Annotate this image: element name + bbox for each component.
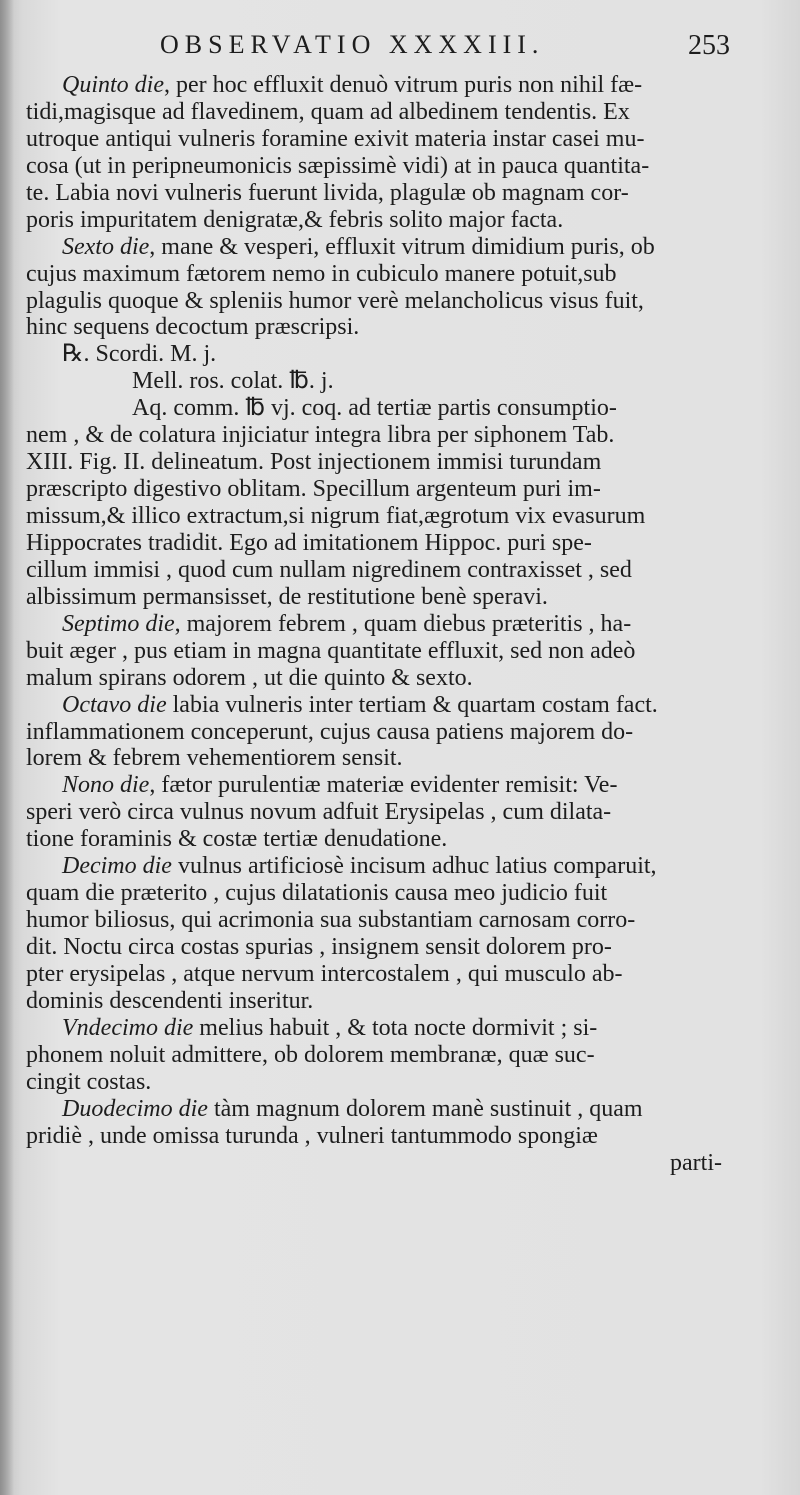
text-line: lorem & febrem vehementiorem sensit. — [26, 745, 403, 772]
day-heading: Vndecimo die — [62, 1014, 194, 1041]
text-line: malum spirans odorem , ut die quinto & sexto. — [26, 664, 473, 691]
text-line: albissimum permansisset, de restitutione benè speravi. — [26, 583, 548, 610]
text-line: præscripto digestivo oblitam. Specillum argenteum puri im- — [26, 476, 601, 503]
catchword: parti- — [670, 1149, 722, 1176]
text-line: plagulis quoque & spleniis humor verè melancholicus visus fuit, — [26, 287, 644, 314]
text-line: inflammationem conceperunt, cujus causa patiens majorem do- — [26, 718, 634, 745]
text-line: pridiè , unde omissa turunda , vulneri tantummodo spongiæ — [26, 1122, 598, 1149]
recipe-line: Mell. ros. colat. ℔. j. — [132, 368, 334, 395]
text-line: hinc sequens decoctum præscripsi. — [26, 314, 360, 341]
text-line: Duodecimo die tàm magnum dolorem manè sustinuit , quam — [62, 1095, 643, 1122]
running-head: OBSERVATIO XXXXIII. — [160, 30, 545, 59]
day-heading: Octavo die — [62, 691, 167, 718]
text-line: te. Labia novi vulneris fuerunt livida, plagulæ ob magnam cor- — [26, 179, 629, 206]
day-heading: Sexto die — [62, 233, 150, 260]
text-line: nem , & de colatura injiciatur integra libra per siphonem Tab. — [26, 422, 615, 449]
text-line: speri verò circa vulnus novum adfuit Erysipelas , cum dilata- — [26, 799, 612, 826]
text-line: XIII. Fig. II. delineatum. Post injectionem immisi turundam — [26, 449, 602, 476]
binding-shadow — [0, 0, 14, 1495]
text-line: cillum immisi , quod cum nullam nigredinem contraxisset , sed — [26, 556, 632, 583]
page-number: 253 — [688, 30, 730, 61]
recipe-line: Aq. comm. ℔ vj. coq. ad tertiæ partis consumptio- — [132, 395, 617, 422]
text-line: tidi,magisque ad flavedinem, quam ad albedinem tendentis. Ex — [26, 98, 630, 125]
text-line: pter erysipelas , atque nervum intercostalem , qui musculo ab- — [26, 960, 623, 987]
text-line: buit æger , pus etiam in magna quantitate effluxit, sed non adeò — [26, 637, 636, 664]
text-line: Vndecimo die melius habuit , & tota nocte dormivit ; si- — [62, 1014, 598, 1041]
text-line: dit. Noctu circa costas spurias , insignem sensit dolorem pro- — [26, 934, 612, 960]
text-line: Septimo die, majorem febrem , quam diebus præteritis , ha- — [62, 610, 632, 637]
text-line: cosa (ut in peripneumonicis sæpissimè vidi) at in pauca quantita- — [26, 152, 650, 179]
day-heading: Decimo die — [62, 853, 172, 880]
page-header — [160, 30, 730, 70]
body-text — [26, 72, 726, 1176]
text-line: cingit costas. — [26, 1068, 152, 1095]
text-line: humor biliosus, qui acrimonia sua substantiam carnosam corro- — [26, 907, 636, 934]
text-line: Octavo die labia vulneris inter tertiam & quartam costam fact. — [62, 691, 658, 718]
text-line: dominis descendenti inseritur. — [26, 987, 314, 1014]
recipe-line: ℞. Scordi. M. j. — [62, 341, 217, 368]
text-line: Decimo die vulnus artificiosè incisum adhuc latius comparuit, — [62, 853, 657, 880]
text-line: Nono die, fætor purulentiæ materiæ evidenter remisit: Ve- — [62, 772, 618, 799]
text-line: Sexto die, mane & vesperi, effluxit vitrum dimidium puris, ob — [62, 233, 655, 260]
text-line: missum,& illico extractum,si nigrum fiat,ægrotum vix evasurum — [26, 503, 646, 529]
day-heading: Quinto die — [62, 72, 164, 98]
text-line: Quinto die, per hoc effluxit denuò vitrum puris non nihil fæ- — [62, 72, 643, 98]
day-heading: Nono die — [62, 772, 150, 799]
text-line: Hippocrates tradidit. Ego ad imitationem Hippoc. puri spe- — [26, 529, 592, 556]
text-line: utroque antiqui vulneris foramine exivit materia instar casei mu- — [26, 125, 645, 152]
text-line: phonem noluit admittere, ob dolorem membranæ, quæ suc- — [26, 1041, 595, 1068]
day-heading: Septimo die — [62, 610, 175, 637]
day-heading: Duodecimo die — [62, 1095, 208, 1122]
text-line: poris impuritatem denigratæ,& febris solito major facta. — [26, 206, 564, 233]
text-line: tione foraminis & costæ tertiæ denudatione. — [26, 826, 448, 853]
text-line: cujus maximum fætorem nemo in cubiculo manere potuit,sub — [26, 260, 617, 287]
text-line: quam die præterito , cujus dilatationis causa meo judicio fuit — [26, 880, 608, 907]
